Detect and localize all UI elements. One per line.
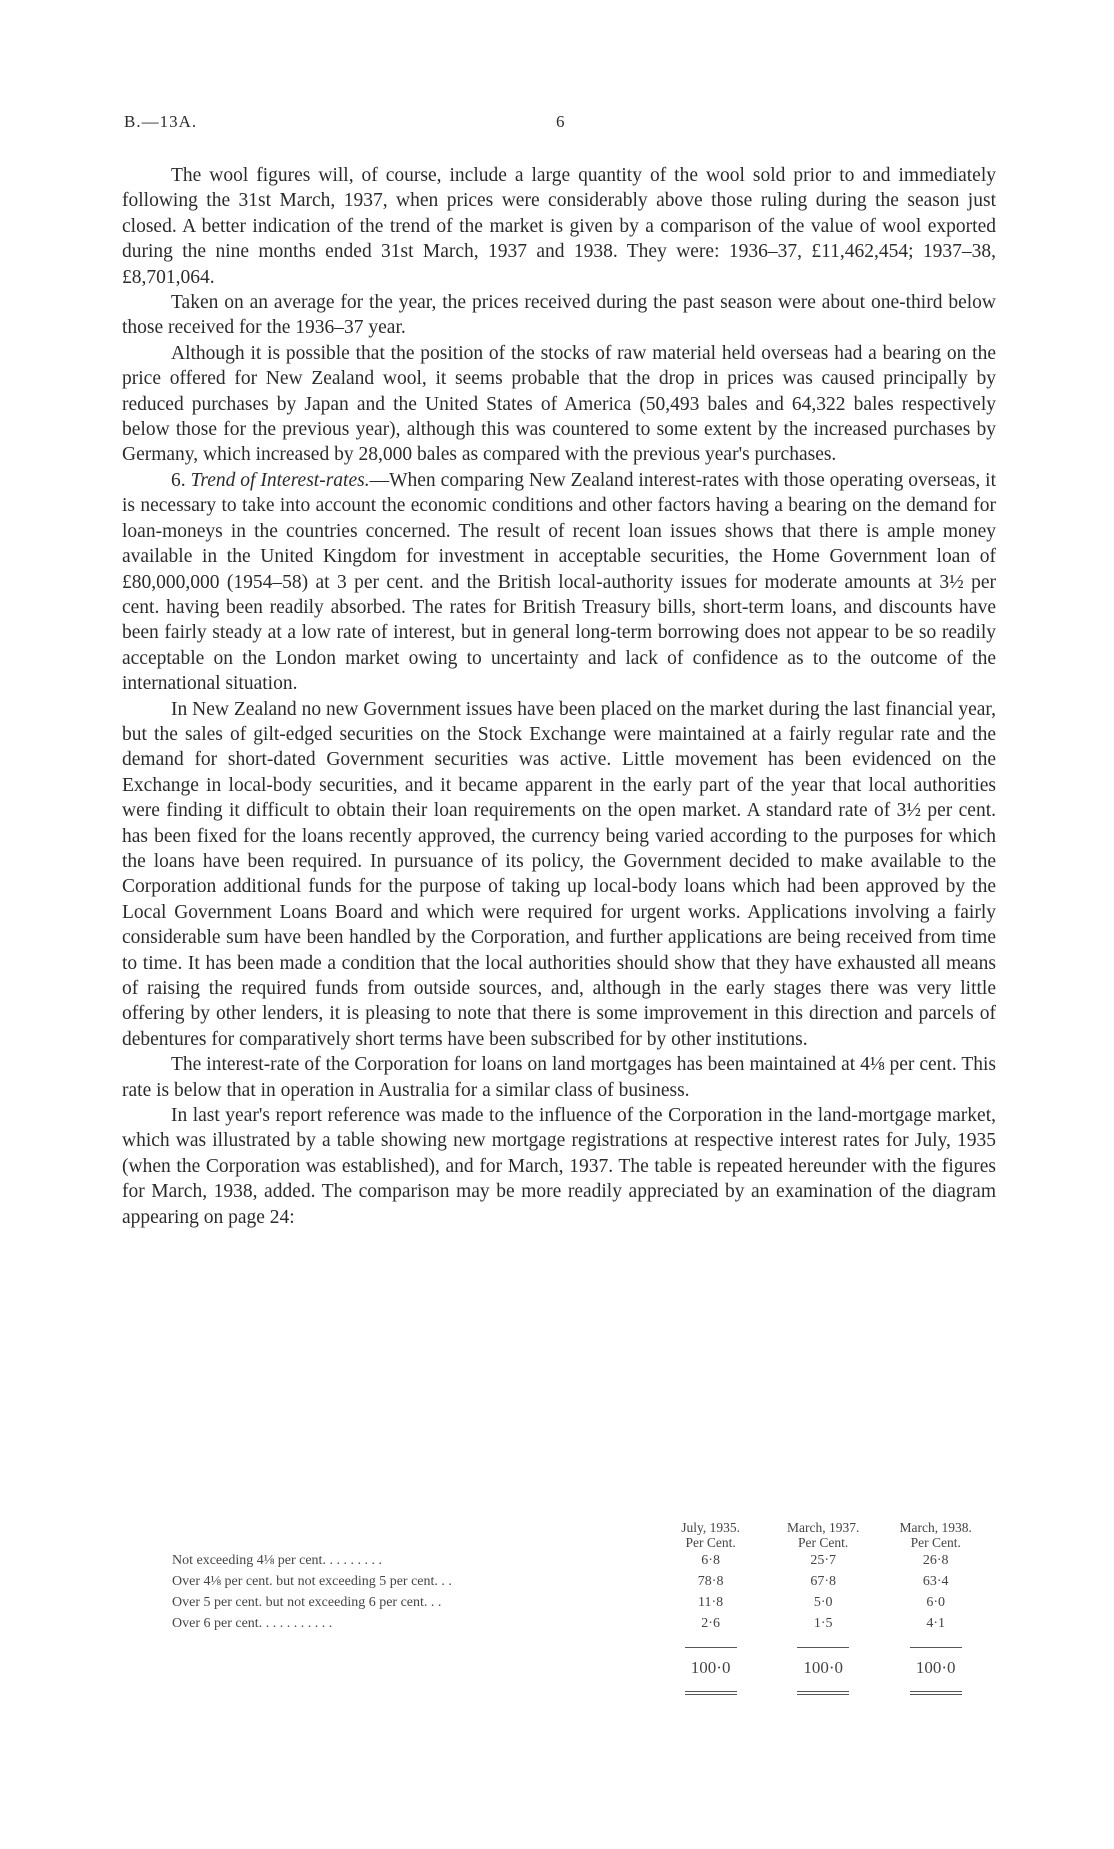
paragraph: In last year's report reference was made to the influence of the Corporation in the land-mortgage market, which was illustrated by a table showing new mortgage registrations at respective interest rates for July, 1935 (when the Corporation was established), and for March, 1937. The table is repeated hereunder with the figures for March, 1938, added. The comparison may be more readily appreciated by an examination of the diagram appearing on page 24: [122, 1105, 996, 1228]
dot-leader: . . [437, 1573, 452, 1589]
table-cell: 1·5 [813, 1615, 833, 1631]
table-cell: 2·6 [701, 1615, 720, 1631]
column-header: March, 1938. Per Cent. [899, 1520, 972, 1550]
sum-rule [910, 1647, 962, 1648]
section-heading: Trend of Interest-rates. [190, 469, 370, 491]
row-label: Over 4⅛ per cent. but not exceeding 5 per cent. [172, 1573, 438, 1589]
table-row [172, 1613, 992, 1634]
table-cell: 11·8 [698, 1594, 724, 1610]
body-text [122, 163, 996, 1230]
table-cell: 26·8 [922, 1552, 949, 1568]
row-label: Not exceeding 4⅛ per cent. [172, 1552, 326, 1568]
dot-leader: . . [427, 1594, 442, 1610]
mortgage-rates-table [172, 1520, 992, 1702]
page-number: 6 [556, 112, 565, 131]
paragraph [122, 468, 996, 697]
table-cell: 6·8 [701, 1552, 720, 1568]
table-cell: 63·4 [922, 1573, 949, 1589]
total-cell: 100·0 [915, 1658, 956, 1677]
table-cell: 25·7 [810, 1552, 836, 1568]
row-label: Over 6 per cent. [172, 1615, 263, 1631]
dot-leader: . . . . . . . . [325, 1552, 382, 1568]
paragraph: Taken on an average for the year, the prices received during the past season were about one-third below those received for the 1936–37 year. [122, 292, 996, 339]
double-rule [797, 1691, 849, 1695]
row-label: Over 5 per cent. but not exceeding 6 per cent. [172, 1594, 428, 1610]
paragraph: In New Zealand no new Government issues have been placed on the market during the last financial year, but the sales of gilt-edged securities on the Stock Exchange were maintained at a fairly regular rate and the demand for short-dated Government securities was active. Little movement has been evidenced on the Exchange in local-body securities, and it became apparent in the early part of the year that local authorities were finding it difficult to obtain their loan requirements on the open market. A standard rate of 3½ per cent. has been fixed for the loans recently approved, the currency being varied according to the purposes for which the loans have been required. In pursuance of its policy, the Government decided to make available to the Corporation additional funds for the purpose of taking up local-body loans which had been approved by the Local Government Loans Board and which were required for urgent works. Applications involving a fairly considerable sum have been handled by the Corporation, and further applications are being received from time to time. It has been made a condition that the local authorities should show that they have exhausted all means of raising the required funds from outside sources, and, although in the early stages there was very little offering by other lenders, it is pleasing to note that there is some improvement in this direction and parcels of debentures for comparatively short terms have been subscribed for by other institutions. [122, 698, 996, 1050]
table-cell: 67·8 [810, 1573, 836, 1589]
paragraph: The wool figures will, of course, include a large quantity of the wool sold prior to and immediately following the 31st March, 1937, when prices were considerably above those ruling during the season just closed. A better indication of the trend of the market is given by a comparison of the value of wool exported during the nine months ended 31st March, 1937 and 1938. They were: 1936–37, £11,462,454; 1937–38, £8,701,064. [122, 165, 996, 288]
table-cell: 6·0 [926, 1594, 946, 1610]
paragraph: Although it is possible that the position of the stocks of raw material held overseas had a bearing on the price offered for New Zealand wool, it seems probable that the drop in prices was caused principally by reduced purchases by Japan and the United States of America (50,493 bales and 64,322 bales respectively below those for the previous year), although this was countered to some extent by the increased purchases by Germany, which increased by 28,000 bales as compared with the previous year's purchases. [122, 342, 996, 466]
table-rule-row [172, 1634, 992, 1655]
table-cell: 78·8 [697, 1573, 724, 1589]
column-header: March, 1937. Per Cent. [786, 1520, 860, 1550]
total-cell: 100·0 [690, 1658, 731, 1677]
paragraph-text: —When comparing New Zealand interest-rates with those operating overseas, it is necessary to take into account the economic conditions and other factors having a bearing on the demand for loan-moneys in the countries concerned. The result of recent loan issues shows that there is ample money available in the United Kingdom for investment in acceptable securities, the Home Government loan of £80,000,000 (1954–58) at 3 per cent. and the British local-authority issues for moderate amounts at 3½ per cent. having been readily absorbed. The rates for British Treasury bills, short-term loans, and discounts have been fairly steady at a low rate of interest, but in general long-term borrowing does not appear to be so readily acceptable on the London market owing to uncertainty and lack of confidence as to the outcome of the international situation. [122, 469, 997, 695]
table-rule-row [172, 1681, 992, 1702]
table-row [172, 1592, 992, 1613]
total-cell: 100·0 [803, 1658, 843, 1677]
table-cell: 5·0 [813, 1594, 833, 1610]
table-row [172, 1550, 992, 1571]
table-row [172, 1571, 992, 1592]
table-cell: 4·1 [926, 1615, 946, 1631]
table-total-row [172, 1655, 992, 1681]
double-rule [910, 1691, 962, 1695]
section-number: 6. [171, 469, 191, 491]
double-rule [685, 1691, 737, 1695]
document-reference: B.—13A. [124, 112, 198, 131]
column-header: July, 1935. Per Cent. [681, 1520, 740, 1550]
paragraph: The interest-rate of the Corporation for loans on land mortgages has been maintained at 4⅛ per cent. This rate is below that in operation in Australia for a similar class of business. [122, 1054, 996, 1101]
sum-rule [797, 1647, 849, 1648]
sum-rule [685, 1647, 737, 1648]
dot-leader: . . . . . . . . . . [262, 1615, 333, 1631]
